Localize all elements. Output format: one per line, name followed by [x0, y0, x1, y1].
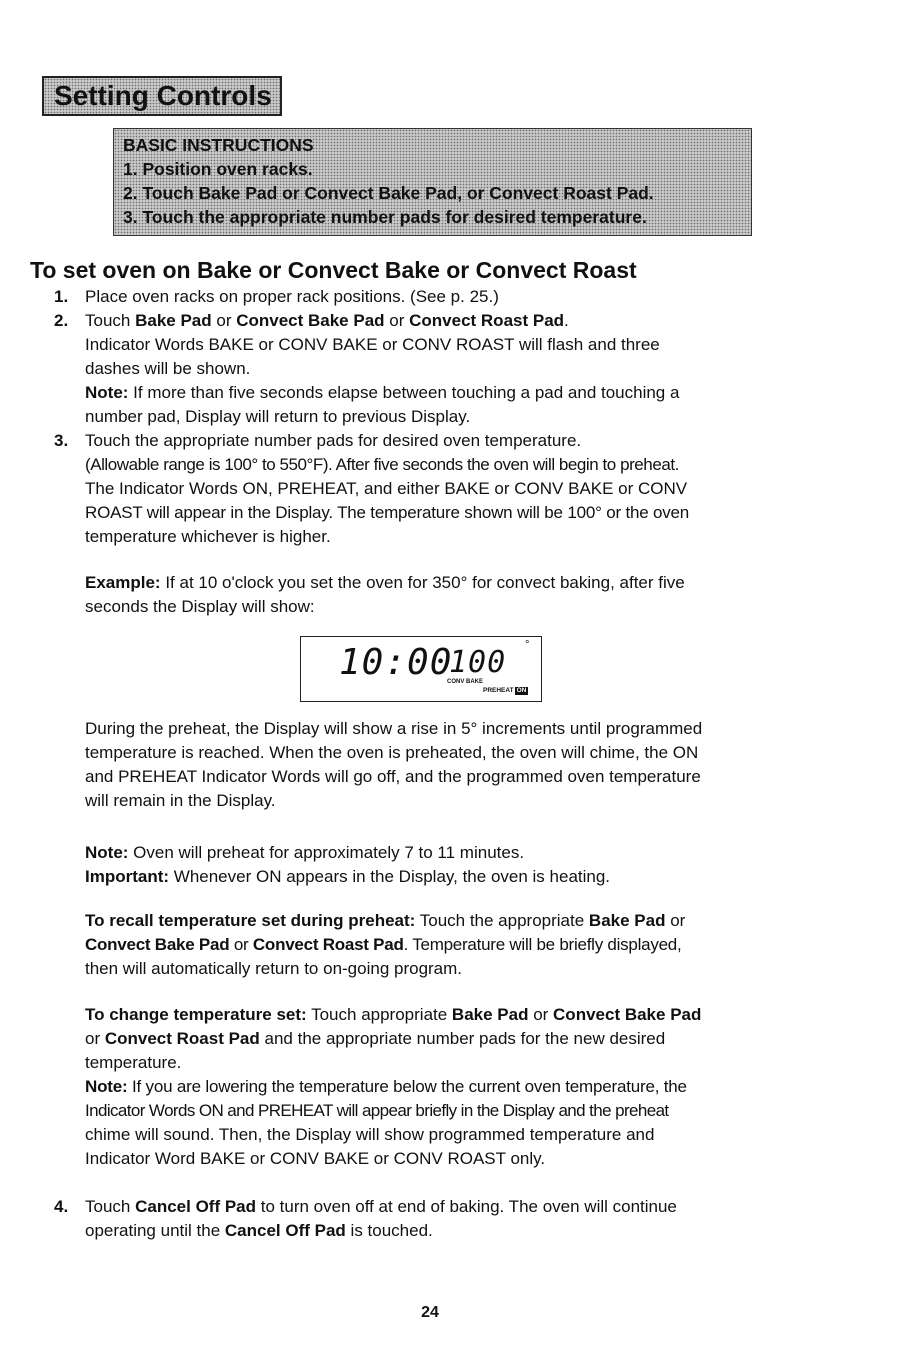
text-run: and the appropriate number pads for the new desired: [259, 1029, 666, 1048]
example-line-1: [85, 572, 685, 594]
change-line-3: temperature.: [85, 1053, 182, 1072]
change-label: To change temperature set:: [85, 1005, 307, 1024]
text-run: If you are lowering the temperature below the current oven temperature, the: [127, 1077, 687, 1096]
important-note: [85, 866, 610, 888]
step-3-line-5: temperature whichever is higher.: [85, 527, 331, 546]
basic-instructions-title: BASIC INSTRUCTIONS: [123, 135, 314, 155]
text-run: operating until the: [85, 1221, 225, 1240]
text-run: or: [665, 911, 686, 930]
text-run: Whenever ON appears in the Display, the oven is heating.: [169, 867, 611, 886]
change-line-1: [85, 1004, 701, 1026]
note-label: Note:: [85, 1077, 128, 1096]
text-run: If more than five seconds elapse between touching a pad and touching a: [128, 383, 680, 402]
example-line-2: seconds the Display will show:: [85, 597, 315, 616]
convect-roast-pad-term: Convect Roast Pad: [252, 935, 404, 954]
section-title-text: Setting Controls: [54, 80, 272, 111]
step-3-line-2: (Allowable range is 100° to 550°F). After five seconds the oven will begin to preheat.: [85, 455, 679, 474]
text-run: Oven will preheat for approximately 7 to 11 minutes.: [128, 843, 525, 862]
convect-bake-pad-term: Convect Bake Pad: [85, 935, 230, 954]
text-run: is touched.: [345, 1221, 433, 1240]
text-run: If at 10 o'clock you set the oven for 350° for convect baking, after five: [160, 573, 685, 592]
page-number: 24: [421, 1304, 439, 1321]
display-conv-bake-indicator: CONV BAKE: [447, 679, 484, 685]
basic-step-1: 1. Position oven racks.: [123, 159, 313, 179]
text-run: or: [211, 311, 237, 330]
note-label: Note:: [85, 383, 129, 402]
step-3-line-3: The Indicator Words ON, PREHEAT, and either BAKE or CONV BAKE or CONV: [85, 479, 688, 498]
step-2-line-3: dashes will be shown.: [85, 359, 251, 378]
step-4-line-1: [85, 1196, 677, 1218]
display-degree-symbol: °: [525, 639, 530, 651]
change-line-2: [85, 1028, 665, 1050]
text-run: or: [229, 935, 253, 954]
step-1-text: Place oven racks on proper rack positions. (See p. 25.): [85, 287, 499, 306]
recall-label: To recall temperature set during preheat:: [85, 911, 416, 930]
bake-pad-term: Bake Pad: [451, 1005, 529, 1024]
change-note-line-2: Indicator Words ON and PREHEAT will appear briefly in the Display and the preheat: [85, 1101, 669, 1120]
change-note-line-1: [85, 1076, 687, 1098]
preheat-note: [85, 842, 524, 864]
text-run: or: [384, 311, 410, 330]
example-label: Example:: [85, 573, 161, 592]
text-run: to turn oven off at end of baking. The oven will continue: [256, 1197, 677, 1216]
during-line-2: temperature is reached. When the oven is preheated, the oven will chime, the ON: [85, 743, 699, 762]
basic-step-2: 2. Touch Bake Pad or Convect Bake Pad, or Convect Roast Pad.: [123, 183, 654, 203]
cancel-off-pad-term: Cancel Off Pad: [135, 1197, 257, 1216]
text-run: Touch the appropriate: [415, 911, 589, 930]
during-line-4: will remain in the Display.: [85, 791, 276, 810]
convect-roast-pad-term: Convect Roast Pad: [104, 1029, 260, 1048]
step-3-line-1: Touch the appropriate number pads for desired oven temperature.: [85, 431, 582, 450]
text-run: or: [85, 1029, 105, 1048]
bake-pad-term: Bake Pad: [135, 311, 212, 330]
step-2-line-2: Indicator Words BAKE or CONV BAKE or CONV ROAST will flash and three: [85, 335, 660, 354]
display-preheat-indicator: [483, 687, 528, 695]
cancel-off-pad-term: Cancel Off Pad: [224, 1221, 346, 1240]
text-run: Touch appropriate: [306, 1005, 452, 1024]
main-heading: To set oven on Bake or Convect Bake or Convect Roast: [30, 257, 637, 283]
during-line-3: and PREHEAT Indicator Words will go off, and the programmed oven temperature: [85, 767, 701, 786]
convect-bake-pad-term: Convect Bake Pad: [236, 311, 385, 330]
recall-line-1: [85, 910, 685, 932]
display-on-indicator: ON: [516, 687, 527, 694]
step-2-number: 2.: [54, 311, 69, 330]
during-line-1: During the preheat, the Display will show a rise in 5° increments until programmed: [85, 719, 703, 738]
step-2-line-1: [85, 310, 569, 332]
important-label: Important:: [85, 867, 170, 886]
convect-bake-pad-term: Convect Bake Pad: [553, 1005, 702, 1024]
step-4-number: 4.: [54, 1197, 69, 1216]
note-label: Note:: [85, 843, 129, 862]
change-note-line-3: chime will sound. Then, the Display will show programmed temperature and: [85, 1125, 655, 1144]
change-note-line-4: Indicator Word BAKE or CONV BAKE or CONV ROAST only.: [85, 1149, 546, 1168]
recall-line-3: then will automatically return to on-going program.: [85, 959, 463, 978]
basic-step-3: 3. Touch the appropriate number pads for desired temperature.: [123, 207, 647, 227]
convect-roast-pad-term: Convect Roast Pad: [409, 311, 565, 330]
preheat-word: PREHEAT: [483, 687, 514, 694]
display-time: 10:00: [339, 642, 453, 683]
text-run: . Temperature will be briefly displayed,: [403, 935, 682, 954]
step-2-note: [85, 382, 679, 404]
step-1-number: 1.: [54, 287, 69, 306]
section-title: [42, 76, 282, 116]
text-run: .: [564, 311, 569, 330]
display-temperature: 100: [449, 645, 507, 680]
oven-display: [300, 636, 542, 702]
text-run: Touch: [85, 1197, 136, 1216]
basic-instructions-box: [113, 128, 752, 236]
step-4-line-2: [85, 1220, 433, 1242]
bake-pad-term: Bake Pad: [588, 911, 666, 930]
text-run: Touch: [85, 311, 136, 330]
recall-line-2: [85, 934, 681, 956]
text-run: or: [528, 1005, 554, 1024]
step-3-line-4: ROAST will appear in the Display. The temperature shown will be 100° or the oven: [85, 503, 690, 522]
step-3-number: 3.: [54, 431, 69, 450]
step-2-note-line-2: number pad, Display will return to previous Display.: [85, 407, 471, 426]
